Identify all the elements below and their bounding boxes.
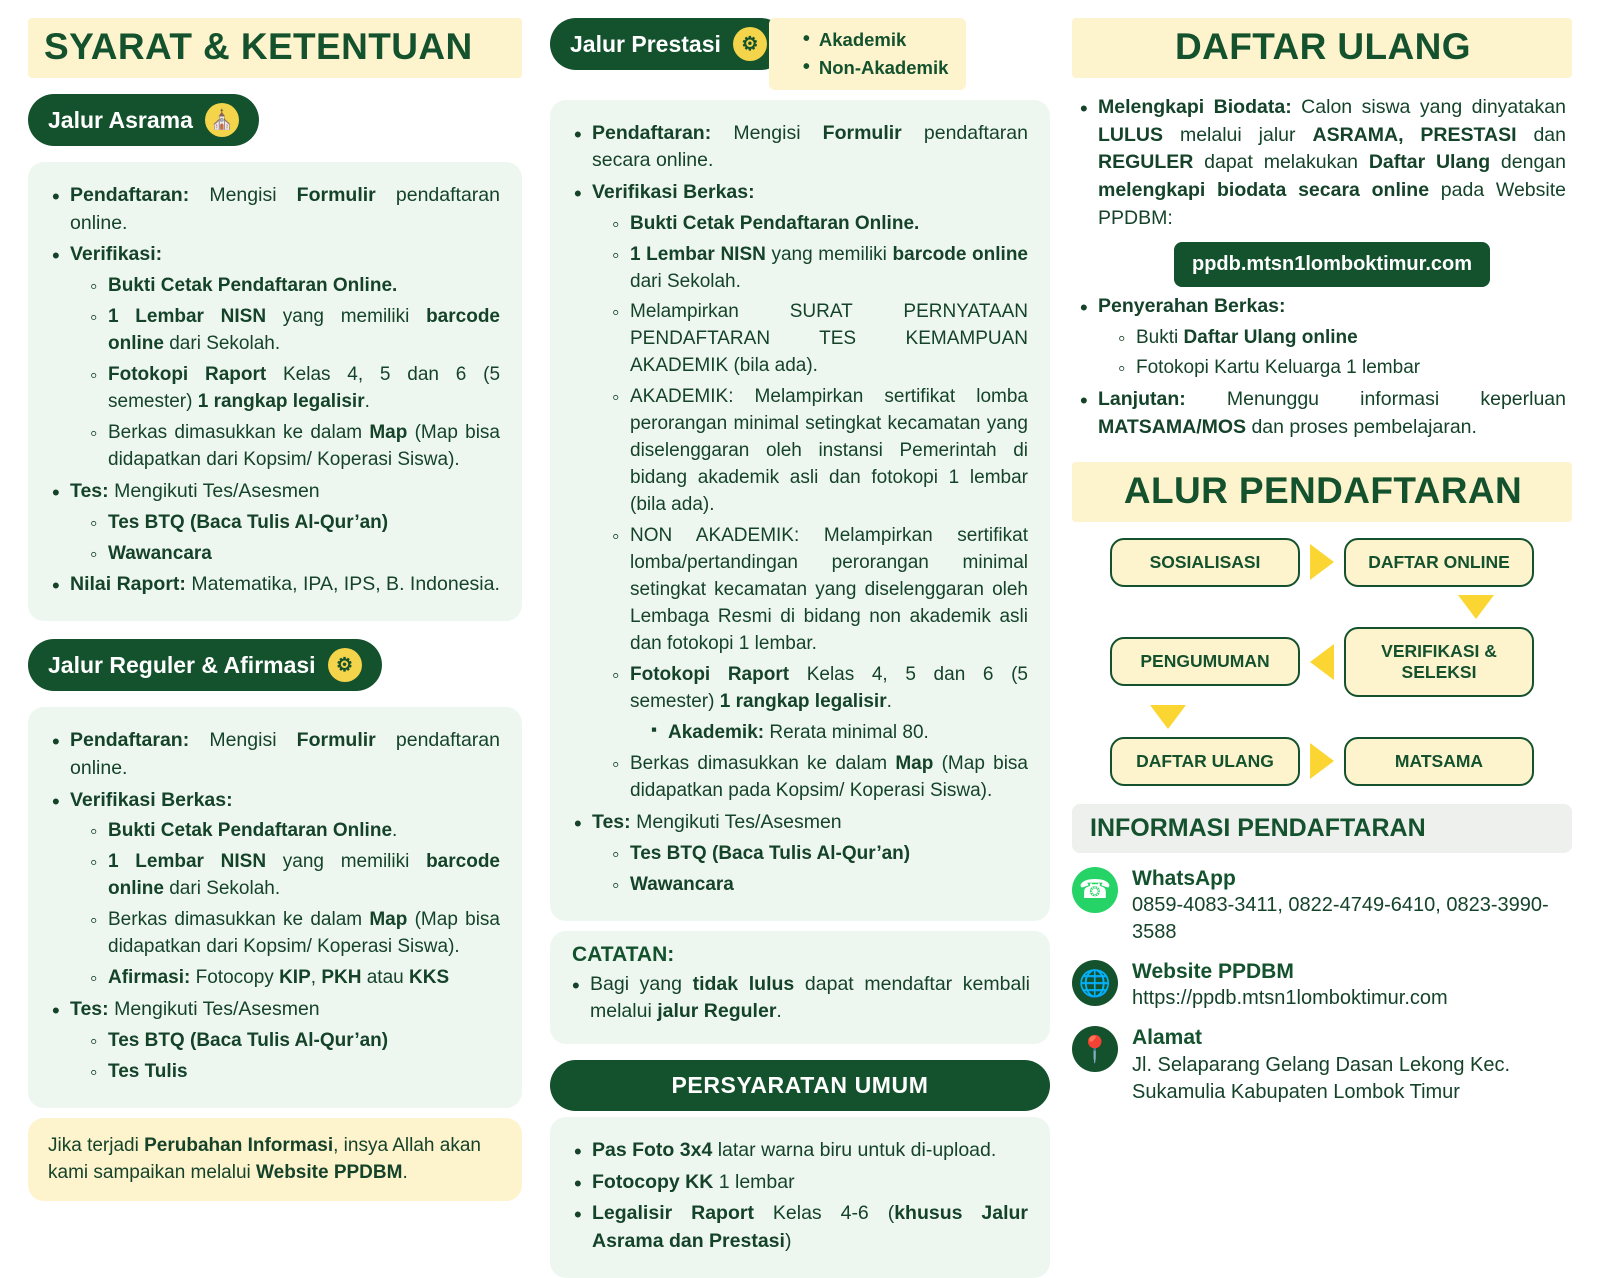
persyaratan-umum-content (550, 1117, 1050, 1278)
list-item (88, 1059, 500, 1086)
text: pendaftaran online. (70, 729, 500, 779)
alamat-value: Jl. Selaparang Gelang Dasan Lekong Kec. Sukamulia Kabupaten Lombok Timur (1132, 1053, 1511, 1103)
daftar-ulang-content (1072, 94, 1572, 442)
text: Tes BTQ (Baca Tulis Al-Qur’an) (630, 842, 911, 864)
whatsapp-label: WhatsApp (1132, 866, 1236, 890)
text: Calon siswa yang dinyatakan (1291, 96, 1566, 118)
jalur-prestasi-label: Jalur Prestasi (570, 30, 721, 57)
text: Tes Tulis (108, 1060, 188, 1082)
map-pin-icon: 📍 (1072, 1026, 1118, 1072)
arrow-right-icon (1310, 743, 1334, 779)
flow-node-daftar-online: DAFTAR ONLINE (1344, 538, 1534, 587)
text: Jika terjadi (48, 1134, 145, 1156)
list-item (88, 273, 500, 300)
flow-row-2 (1072, 627, 1572, 697)
flow-node-verifikasi-seleksi: VERIFIKASI & SELEKSI (1344, 627, 1534, 697)
list-item (1078, 386, 1566, 441)
list-item (88, 510, 500, 537)
text: pendaftaran secara online. (592, 121, 1028, 172)
text: 1 rangkap legalisir (197, 390, 365, 412)
text: MATSAMA/MOS (1098, 416, 1247, 439)
list-item: ◦ AKADEMIK: Melampirkan sertifikat lomba perorangan minimal setingkat kecamatan yang diselenggaran oleh instansi Pemerintah di bidang akademik asli dan fotokopi 1 lembar (bila ada). (610, 384, 1028, 519)
text: Pas Foto 3x4 (592, 1138, 713, 1161)
text: (Map bisa didapatkan pada Kopsim/ Koperasi Siswa). (630, 752, 1028, 801)
text: barcode online (108, 306, 500, 354)
list-item (572, 179, 1028, 805)
ppdb-url-chip[interactable]: ppdb.mtsn1lomboktimur.com (1174, 242, 1490, 286)
list-item (572, 1137, 1028, 1165)
list-item (610, 751, 1028, 805)
text: Tes: (70, 998, 109, 1021)
informasi-pendaftaran-title: INFORMASI PENDAFTARAN (1072, 804, 1572, 853)
catatan-box (550, 931, 1050, 1044)
text: Verifikasi Berkas: (70, 788, 233, 811)
list-item (88, 420, 500, 474)
list-item (88, 1028, 500, 1055)
text: , insya Allah akan kami sampaikan melalui (48, 1134, 481, 1184)
text: 1 Lembar NISN (108, 306, 267, 328)
list-item (88, 907, 500, 961)
text: . (402, 1162, 408, 1184)
text: pada Website PPDBM: (1098, 179, 1566, 229)
list-item (50, 571, 500, 599)
text: Map (895, 752, 934, 774)
text: PKH (321, 967, 362, 989)
text: Tes BTQ (Baca Tulis Al-Qur’an) (108, 1029, 389, 1051)
alur-pendaftaran-title: ALUR PENDAFTARAN (1072, 462, 1572, 522)
text: Matematika, IPA, IPS, B. Indonesia. (185, 573, 500, 596)
list-item: ◦ NON AKADEMIK: Melampirkan sertifikat lomba/pertandingan perorangan minimal setingkat kecamatan yang diselenggaran oleh Lembaga Resmi di bidang non akademik asli dan fotokopi 1 lembar. (610, 523, 1028, 658)
text: jalur Reguler (657, 1000, 777, 1023)
text: KIP (279, 967, 311, 989)
list-item (610, 662, 1028, 747)
text: Mengisi (189, 729, 297, 752)
column-left (0, 0, 540, 1184)
tag-non-akademik: • Non-Akademik (803, 54, 949, 82)
website-label: Website PPDBM (1132, 960, 1294, 984)
persyaratan-umum-header: PERSYARATAN UMUM (550, 1060, 1050, 1111)
text: Daftar Ulang online (1183, 326, 1358, 348)
catatan-title: CATATAN: (572, 942, 675, 966)
contact-alamat (1072, 1024, 1572, 1105)
list-item (610, 841, 1028, 868)
list-item (572, 1169, 1028, 1197)
jalur-reguler-label: Jalur Reguler & Afirmasi (48, 651, 316, 678)
list-item (50, 727, 500, 782)
text: LULUS (1098, 123, 1163, 146)
text: barcode online (892, 243, 1028, 265)
text: Bagi yang (590, 972, 693, 995)
text: Penyerahan Berkas: (1098, 294, 1286, 317)
text: melalui jalur (1163, 123, 1313, 146)
perubahan-informasi-note (28, 1118, 522, 1201)
arrow-left-icon (1310, 644, 1334, 680)
text: , (310, 967, 322, 989)
text: Tes BTQ (Baca Tulis Al-Qur’an) (108, 511, 389, 533)
text: Mengisi (189, 184, 297, 206)
text: Mengikuti Tes/Asesmen (108, 479, 320, 502)
text: Berkas dimasukkan ke dalam (108, 909, 370, 931)
text: Legalisir Raport (592, 1202, 754, 1225)
list-item (88, 362, 500, 416)
text: yang memiliki (266, 306, 427, 328)
jalur-asrama-label: Jalur Asrama (48, 106, 193, 133)
text: Perubahan Informasi (144, 1134, 334, 1156)
text: Mengisi (711, 121, 823, 144)
text: Wawancara (630, 873, 734, 895)
list-item (88, 965, 500, 992)
text: khusus Jalur Asrama dan Prestasi (592, 1202, 1029, 1252)
text: Kelas 4-6 ( (753, 1202, 895, 1225)
page-title: SYARAT & KETENTUAN (28, 18, 522, 78)
text: Verifikasi: (70, 243, 163, 266)
section-header-jalur-prestasi (550, 18, 1050, 90)
text: Wawancara (108, 542, 212, 564)
list-item (50, 478, 500, 568)
text: dari Sekolah. (163, 878, 281, 900)
flow-row-1 (1072, 538, 1572, 587)
text: Melengkapi Biodata: (1098, 96, 1292, 118)
text: Pendaftaran: (70, 729, 190, 752)
list-item (88, 541, 500, 568)
list-item (610, 242, 1028, 296)
list-item (610, 211, 1028, 238)
text: Fotocopy (190, 967, 280, 989)
text: Nilai Raport: (70, 573, 186, 596)
text: Tes: (70, 479, 109, 502)
text: dari Sekolah. (630, 270, 741, 292)
text: Akademik: (668, 722, 765, 743)
contact-website (1072, 958, 1572, 1012)
text: Website PPDBM (256, 1162, 403, 1184)
text: Afirmasi: (108, 967, 191, 989)
list-item (572, 809, 1028, 899)
list-item (1116, 325, 1566, 352)
list-item (570, 971, 1030, 1026)
list-item: ◦ Fotokopi Kartu Keluarga 1 lembar (1116, 355, 1566, 382)
text: dari Sekolah. (163, 333, 281, 354)
text: Daftar Ulang (1368, 151, 1491, 174)
section-header-jalur-reguler (28, 639, 382, 691)
text: Fotokopi Raport (630, 664, 790, 686)
flow-row-3 (1072, 737, 1572, 786)
list-item (572, 120, 1028, 175)
alamat-label: Alamat (1132, 1026, 1203, 1050)
text: Formulir (822, 121, 902, 144)
text: Bukti Cetak Pendaftaran Online. (108, 275, 398, 297)
text: dapat melakukan (1193, 151, 1369, 174)
text: melengkapi biodata secara online (1098, 179, 1430, 202)
list-item (50, 182, 500, 237)
whatsapp-value: 0859-4083-3411, 0822-4749-6410, 0823-3990-3588 (1132, 894, 1549, 944)
text: pendaftaran online. (70, 184, 500, 234)
text: ) (784, 1229, 792, 1252)
arrow-down-icon (1458, 595, 1494, 619)
jalur-reguler-content (28, 707, 522, 1108)
text: Menunggu informasi keperluan (1185, 388, 1566, 411)
text: Kelas 4, 5 dan 6 (5 semester) (630, 664, 1028, 713)
text: tidak lulus (692, 972, 795, 995)
flow-node-pengumuman: PENGUMUMAN (1110, 637, 1300, 686)
text: Formulir (296, 729, 376, 752)
text: Map (369, 909, 408, 931)
text: dapat mendaftar kembali melalui (590, 972, 1031, 1023)
list-item (1078, 293, 1566, 383)
text: atau (361, 967, 409, 989)
jalur-prestasi-content (550, 100, 1050, 921)
list-item (88, 818, 500, 845)
alur-pendaftaran-diagram (1072, 538, 1572, 786)
text: Kelas 4, 5 dan 6 (5 semester) (108, 363, 501, 412)
tag-akademik: • Akademik (803, 26, 949, 54)
list-item (610, 872, 1028, 899)
text: (Map bisa didapatkan dari Kopsim/ Koperasi Siswa). (108, 909, 500, 958)
text: KKS (409, 967, 450, 989)
jalur-prestasi-pill (550, 18, 787, 70)
gear-medal-icon: ⚙ (733, 27, 767, 61)
flow-node-sosialisasi: SOSIALISASI (1110, 538, 1300, 587)
list-item (648, 720, 1028, 747)
text: (Map bisa didapatkan dari Kopsim/ Koperasi Siswa). (108, 421, 500, 470)
text: Berkas dimasukkan ke dalam (630, 752, 896, 774)
text: Tes: (592, 810, 631, 833)
text: dengan (1490, 151, 1566, 174)
globe-icon: 🌐 (1072, 960, 1118, 1006)
text: . (886, 691, 892, 713)
text: yang memiliki (266, 851, 427, 873)
text: yang memiliki (765, 243, 893, 265)
daftar-ulang-title: DAFTAR ULANG (1072, 18, 1572, 78)
text: Verifikasi Berkas: (592, 180, 755, 203)
list-item (50, 241, 500, 473)
text: Lanjutan: (1098, 388, 1186, 411)
list-item (572, 1200, 1028, 1255)
flow-node-daftar-ulang: DAFTAR ULANG (1110, 737, 1300, 786)
column-middle (540, 0, 1060, 1252)
flow-node-matsama: MATSAMA (1344, 737, 1534, 786)
column-right (1060, 0, 1600, 1131)
text: Bukti Cetak Pendaftaran Online (108, 820, 393, 842)
text: Fotocopy KK (592, 1170, 714, 1193)
text: dan (1516, 123, 1566, 146)
text: barcode online (108, 851, 500, 900)
text: Fotokopi Raport (108, 363, 267, 385)
text: Pendaftaran: (592, 121, 712, 144)
whatsapp-icon: ☎ (1072, 867, 1118, 913)
list-item (50, 787, 500, 993)
text: Pendaftaran: (70, 184, 190, 206)
flow-arrow-down-right (1072, 595, 1572, 619)
text: . (392, 820, 398, 842)
text: dan proses pembelajaran. (1246, 416, 1477, 439)
text: Map (369, 421, 408, 443)
text: Rerata minimal 80. (764, 722, 929, 743)
list-item: ◦ Melampirkan SURAT PERNYATAAN PENDAFTARAN TES KEMAMPUAN AKADEMIK (bila ada). (610, 299, 1028, 380)
section-header-jalur-asrama (28, 94, 259, 146)
scholar-icon: ⚙ (328, 648, 362, 682)
text: 1 Lembar NISN (108, 851, 267, 873)
text: REGULER (1098, 151, 1194, 174)
text: 1 lembar (713, 1170, 795, 1193)
text: . (364, 390, 370, 412)
text: 1 rangkap legalisir (719, 691, 887, 713)
list-item (88, 849, 500, 903)
list-item (1078, 94, 1566, 287)
contact-whatsapp (1072, 865, 1572, 946)
text: . (776, 1000, 782, 1023)
text: 1 Lembar NISN (630, 243, 766, 265)
jalur-prestasi-tags (769, 18, 967, 90)
text: latar warna biru untuk di-upload. (712, 1138, 997, 1161)
flow-arrow-down-left (1072, 705, 1572, 729)
arrow-down-icon (1150, 705, 1186, 729)
list-item (50, 996, 500, 1086)
text: Bukti (1136, 326, 1184, 348)
website-value[interactable]: https://ppdb.mtsn1lomboktimur.com (1132, 987, 1448, 1010)
arrow-right-icon (1310, 544, 1334, 580)
text: Formulir (296, 184, 376, 206)
text: Berkas dimasukkan ke dalam (108, 421, 370, 443)
mosque-icon: ⛪ (205, 103, 239, 137)
text: Mengikuti Tes/Asesmen (630, 810, 842, 833)
text: ASRAMA, PRESTASI (1312, 123, 1517, 146)
text: Bukti Cetak Pendaftaran Online. (630, 212, 920, 234)
text: Mengikuti Tes/Asesmen (108, 998, 320, 1021)
list-item (88, 304, 500, 358)
jalur-asrama-content (28, 162, 522, 621)
